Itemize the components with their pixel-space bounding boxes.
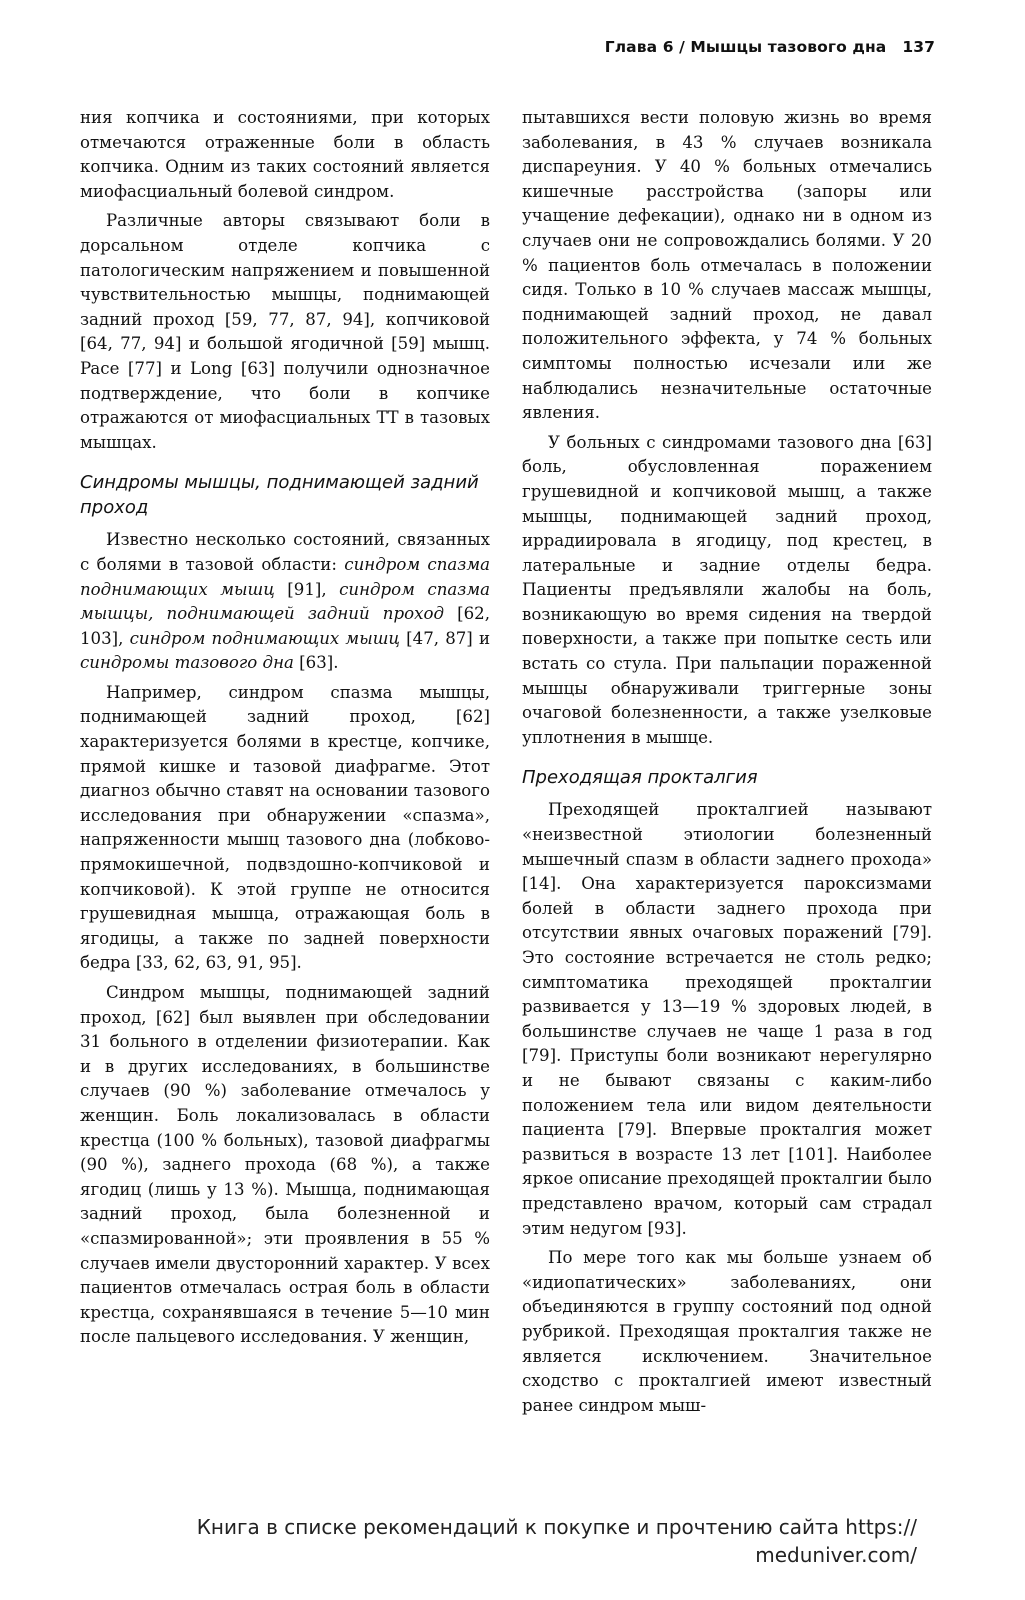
term-italic: синдром поднимающих мышц bbox=[129, 628, 401, 648]
paragraph: Например, синдром спазма мышцы, поднимающей задний проход, [62] характеризуется болями в крестце, копчике, прямой кишке и тазовой диафрагме. Этот диагноз обычно ставят на основании тазового исследования при обнаружении «спазма», напряженности мышц тазового дна (лобково-прямокишечной, подвздошно-копчиковой и копчиковой). К этой группе не относится грушевидная мышца, отражающая боль в ягодицы, а также по задней поверхности бедра [33, 62, 63, 91, 95]. bbox=[80, 682, 490, 973]
footer-url[interactable]: meduniver.com/ bbox=[755, 1543, 917, 1567]
section-heading: Преходящая прокталгия bbox=[522, 767, 758, 789]
page-number: 137 bbox=[902, 38, 935, 56]
paragraph: По мере того как мы больше узнаем об «идиопатических» заболеваниях, они объединяются в группу состояний под одной рубрикой. Преходящая прокталгия также не является исключением. Значительное сходство с прокталгией имеют известный ранее синдром мыш- bbox=[522, 1248, 932, 1415]
text-run: [47, 87] и bbox=[400, 628, 491, 648]
paragraph: Преходящей прокталгией называют «неизвестной этиологии болезненный мышечный спазм в области заднего прохода» [14]. Она характеризуется пароксизмами болей в области заднего прохода при отсутствии явных очаговых поражений [79]. Это состояние встречается не столь редко; симптоматика преходящей прокталгии развивается у 13—19 % здоровых людей, в большинстве случаев не чаще 1 раза в год [79]. Приступы боли возникают нерегулярно и не бывают связаны с каким-либо положением тела или видом деятельности пациента [79]. Впервые прокталгия может развиться в возрасте 13 лет [101]. Наиболее яркое описание преходящей прокталгии было представлено врачом, который сам страдал этим недугом [93]. bbox=[522, 800, 932, 1238]
paragraph: Синдром мышцы, поднимающей задний проход, [62] был выявлен при обследовании 31 больного в отделении физиотерапии. Как и в других исследованиях, в большинстве случаев (90 %) заболевание отмечалось у женщин. Боль локализовалась в области крестца (100 % больных), тазовой диафрагмы (90 %), заднего прохода (68 %), а также ягодиц (лишь у 13 %). Мышца, поднимающая задний проход, была болезненной и «спазмированной»; эти проявления в 55 % случаев имели двусторонний характер. У всех пациентов отмечалась острая боль в области крестца, сохранявшаяся в течение 5—10 мин после пальцевого исследования. У женщин, bbox=[80, 983, 490, 1347]
right-column bbox=[522, 106, 932, 1423]
text-run: [63]. bbox=[293, 653, 339, 673]
section-heading: Синдромы мышцы, поднимающей задний проход bbox=[80, 472, 479, 519]
paragraph: У больных с синдромами тазового дна [63] боль, обусловленная поражением грушевидной и копчиковой мышц, а также мышцы, поднимающей задний проход, иррадиировала в ягодицу, под крестец, в латеральные и задние отделы бедра. Пациенты предъявляли жалобы на боль, возникающую во время сидения на твердой поверхности, а также при попытке сесть или встать со стула. При пальпации пораженной мышцы обнаруживали триггерные зоны очаговой болезненности, а также узелковые уплотнения в мышце. bbox=[522, 432, 932, 747]
term-italic: синдром спазма поднимающих мышц bbox=[80, 554, 490, 599]
chapter-title: Глава 6 / Мышцы тазового дна bbox=[604, 38, 887, 56]
text-run: [62, 103], bbox=[80, 604, 490, 648]
footer-line: Книга в списке рекомендаций к покупке и прочтению сайта https:// bbox=[196, 1515, 917, 1539]
text-run: [91], bbox=[274, 579, 340, 599]
watermark-footer bbox=[197, 1513, 917, 1569]
term-italic: синдромы тазового дна bbox=[80, 653, 294, 673]
paragraph: ния копчика и состояниями, при которых отмечаются отраженные боли в область копчика. Одним из таких состояний является миофасциальный болевой синдром. bbox=[80, 108, 490, 201]
paragraph bbox=[80, 528, 490, 676]
paragraph: пытавшихся вести половую жизнь во время заболевания, в 43 % случаев возникала диспареуния. У 40 % больных отмечались кишечные расстройства (запоры или учащение дефекации), однако ни в одном из случаев они не сопровождались болями. У 20 % пациентов боль отмечалась в положении сидя. Только в 10 % случаев массаж мышцы, поднимающей задний проход, не давал положительного эффекта, у 74 % больных симптомы полностью исчезали или же наблюдались незначительные остаточные явления. bbox=[522, 108, 932, 423]
text-run: Известно несколько состояний, связанных с болями в тазовой области: bbox=[80, 530, 490, 574]
term-italic: синдром спазма мышцы, поднимающей задний проход bbox=[80, 579, 490, 624]
paragraph: Различные авторы связывают боли в дорсальном отделе копчика с патологическим напряжением и повышенной чувствительностью мышцы, поднимающей задний проход [59, 77, 87, 94], копчиковой [64, 77, 94] и большой ягодичной [59] мышц. Pace [77] и Long [63] получили однозначное подтверждение, что боли в копчике отражаются от миофасциальных ТТ в тазовых мышцах. bbox=[80, 211, 490, 452]
running-header bbox=[605, 38, 935, 56]
left-column bbox=[80, 106, 490, 1355]
